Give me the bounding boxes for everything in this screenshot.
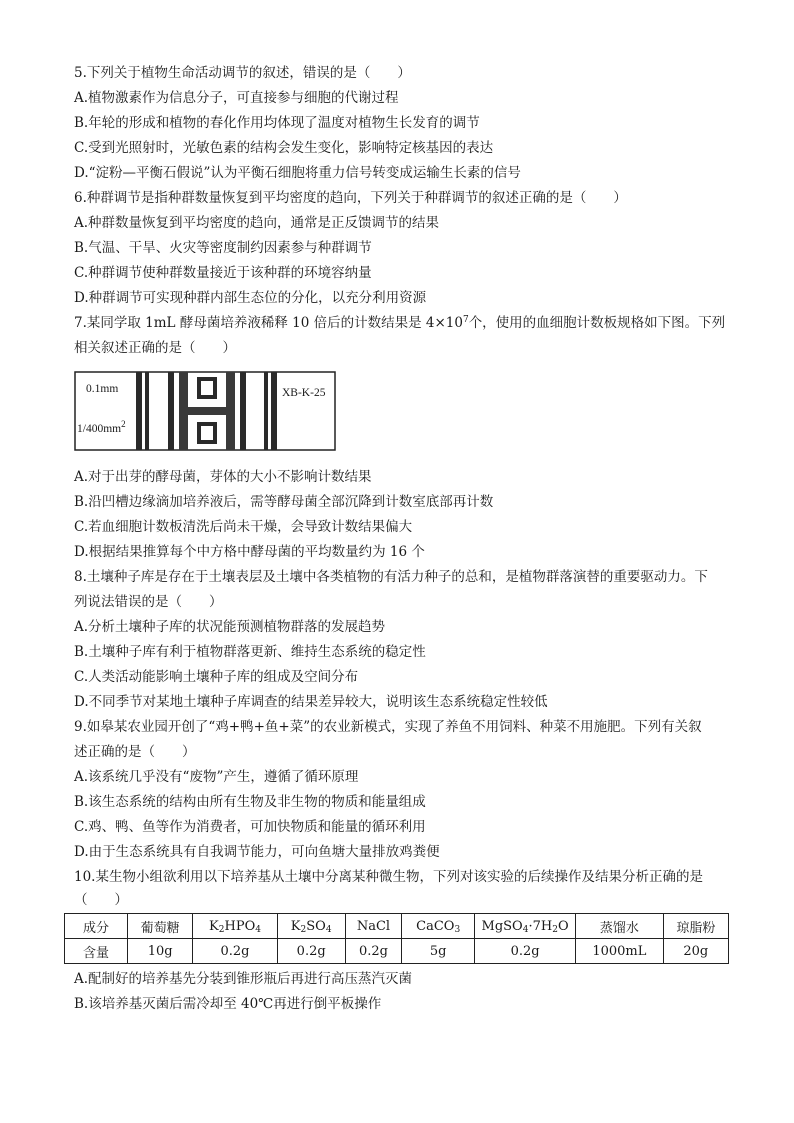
q9-stem-line1: 9.如皋某农业园开创了“鸡+鸭+鱼+菜”的农业新模式，实现了养鱼不用饲料、种菜不用施肥。下列有关叙 [74,719,702,735]
q6-stem: 6.种群调节是指种群数量恢复到平均密度的趋向，下列关于种群调节的叙述正确的是（ ） [74,190,627,206]
q10-stem-line1: 10.某生物小组欲利用以下培养基从土壤中分离某种微生物，下列对该实验的后续操作及结果分析正确的是 [74,869,703,885]
q7-stem-line2: 相关叙述正确的是（ ） [74,340,236,356]
chamber-model-label: XB-K-25 [282,387,326,399]
q9-option-c: C.鸡、鸭、鱼等作为消费者，可加快物质和能量的循环利用 [74,819,426,835]
table-row-header: 成分 [65,914,128,939]
table-cell: 0.2g [475,939,576,964]
table-cell: 琼脂粉 [663,914,728,939]
formula-part: K [290,918,301,934]
table-cell [277,914,345,939]
q8-stem-line1: 8.土壤种子库是存在于土壤表层及土壤中各类植物的有活力种子的总和，是植物群落演替的重要驱动力。下 [74,569,708,585]
formula-sub: 3 [454,924,461,935]
formula-part: HPO [224,918,256,934]
q6-option-a: A.种群数量恢复到平均密度的趋向，通常是正反馈调节的结果 [74,215,440,231]
formula-sub: 2 [552,924,558,935]
q5-option-a: A.植物激素作为信息分子，可直接参与细胞的代谢过程 [74,90,399,106]
q5-option-c: C.受到光照射时，光敏色素的结构会发生变化，影响特定核基因的表达 [74,140,494,156]
table-cell [193,914,277,939]
formula-sub: 4 [325,924,332,935]
q8-option-d: D.不同季节对某地土壤种子库调查的结果差异较大，说明该生态系统稳定性较低 [74,694,548,710]
q5-stem: 5.下列关于植物生命活动调节的叙述，错误的是（ ） [74,65,411,81]
q7-option-d: D.根据结果推算每个中方格中酵母菌的平均数量约为 16 个 [74,544,425,560]
table-row-header: 含量 [65,939,128,964]
culture-medium-table [64,913,729,964]
q9-option-a: A.该系统几乎没有“废物”产生，遵循了循环原理 [74,769,359,785]
chamber-area-text: 1/400mm [77,423,122,435]
table-cell: 葡萄糖 [128,914,193,939]
q5-option-d: D.“淀粉—平衡石假说”认为平衡石细胞将重力信号转变成运输生长素的信号 [74,165,521,181]
table-cell: 10g [128,939,193,964]
formula-part: ·7H [528,918,553,934]
formula-part: K [209,918,219,934]
q7-option-b: B.沿凹槽边缘滴加培养液后，需等酵母菌全部沉降到计数室底部再计数 [74,494,494,510]
q9-stem-line2: 述正确的是（ ） [74,744,196,760]
formula-part: CaCO [416,918,455,934]
formula-part: MgSO [481,918,523,934]
q10-option-b: B.该培养基灭菌后需冷却至 40℃再进行倒平板操作 [74,996,382,1012]
q7-stem-line1 [74,313,736,333]
table-cell: 1000mL [576,939,664,964]
q10-option-a: A.配制好的培养基先分装到锥形瓶后再进行高压蒸汽灭菌 [74,971,413,987]
q7-stem-post: 个，使用的血细胞计数板规格如下图。下列 [468,315,726,331]
table-cell [475,914,576,939]
q5-option-b: B.年轮的形成和植物的春化作用均体现了温度对植物生长发育的调节 [74,115,480,131]
table-cell [402,914,475,939]
q9-option-b: B.该生态系统的结构由所有生物及非生物的物质和能量组成 [74,794,426,810]
formula-sub: 4 [522,924,529,935]
table-cell: 0.2g [193,939,277,964]
q8-option-c: C.人类活动能影响土壤种子库的组成及空间分布 [74,669,359,685]
formula-part: O [557,918,569,934]
q8-stem-line2: 列说法错误的是（ ） [74,594,223,610]
q7-option-c: C.若血细胞计数板清洗后尚未干燥，会导致计数结果偏大 [74,519,413,535]
table-cell: NaCl [345,914,402,939]
formula-sub: 4 [255,924,261,935]
chamber-area-exponent: 2 [121,419,126,429]
table-cell: 0.2g [277,939,345,964]
q8-option-a: A.分析土壤种子库的状况能预测植物群落的发展趋势 [74,619,386,635]
table-cell: 蒸馏水 [576,914,664,939]
q8-option-b: B.土壤种子库有利于植物群落更新、维持生态系统的稳定性 [74,644,426,660]
q10-stem-line2: （ ） [74,892,128,908]
table-cell: 5g [402,939,475,964]
q6-option-d: D.种群调节可实现种群内部生态位的分化，以充分利用资源 [74,290,427,306]
chamber-area-label [77,419,126,435]
q9-option-d: D.由于生态系统具有自我调节能力，可向鱼塘大量排放鸡粪便 [74,844,440,860]
table-row [65,914,729,939]
counting-chamber-figure [74,371,336,451]
q7-option-a: A.对于出芽的酵母菌，芽体的大小不影响计数结果 [74,469,372,485]
formula-part: SO [306,918,326,934]
table-cell: 0.2g [345,939,402,964]
formula-sub: 2 [300,924,307,935]
q6-option-c: C.种群调节使种群数量接近于该种群的环境容纳量 [74,265,372,281]
formula-sub: 2 [218,924,225,935]
q7-stem-pre: 7.某同学取 1mL 酵母菌培养液稀释 10 倍后的计数结果是 4×10 [74,315,463,331]
q6-option-b: B.气温、干旱、火灾等密度制约因素参与种群调节 [74,240,372,256]
q7-stem-exponent: 7 [462,315,469,325]
chamber-depth-label: 0.1mm [86,383,119,395]
table-row [65,939,729,964]
table-cell: 20g [663,939,728,964]
